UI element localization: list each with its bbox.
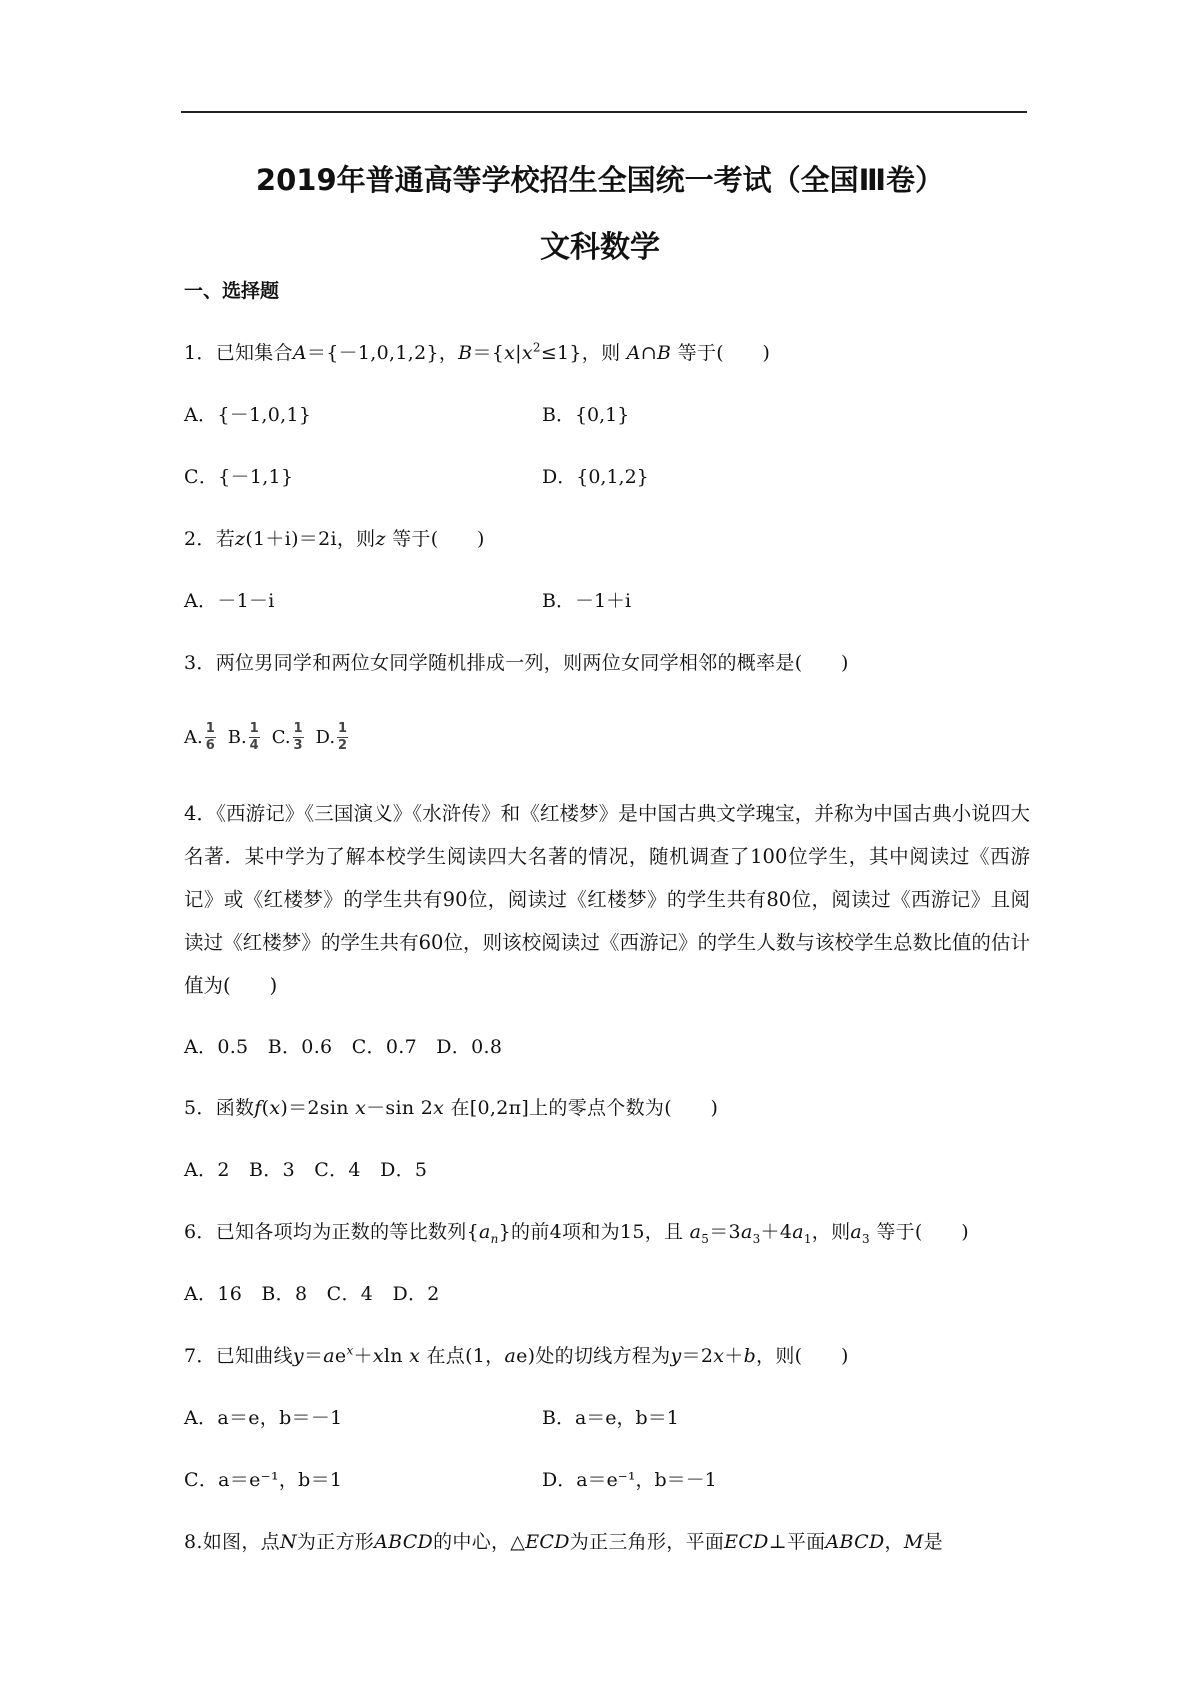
- question-5-stem: 5．函数f(x)＝2sin x－sin 2x 在[0,2π]上的零点个数为( ): [184, 1097, 719, 1119]
- question-7-option-a: A．a＝e，b＝－1: [184, 1407, 343, 1429]
- exam-title: 2019年普通高等学校招生全国统一考试（全国Ⅲ卷）: [255, 163, 945, 197]
- question-3-option-c: C. $\frac{1}{3}$: [271, 721, 303, 753]
- question-1-stem: 1．已知集合A＝{－1,0,1,2}，$B=\{x|x^2\le 1\}$，则 A∩B 等于( ): [184, 340, 771, 364]
- question-2-option-a: A．－1－i: [184, 590, 275, 612]
- question-7-option-b: B．a＝e，b＝1: [542, 1407, 679, 1429]
- question-7-option-d: D．a＝e⁻¹，b＝－1: [542, 1469, 717, 1491]
- question-3-stem: 3．两位男同学和两位女同学随机排成一列，则两位女同学相邻的概率是( ): [184, 652, 849, 674]
- section-heading: 一、选择题: [184, 280, 280, 302]
- question-6-options: A．16 B．8 C．4 D．2: [184, 1283, 440, 1305]
- fraction: $\frac{1}{3}$: [293, 721, 303, 753]
- question-1-option-d: D．{0,1,2}: [542, 466, 649, 488]
- question-2-option-b: B．－1＋i: [542, 590, 632, 612]
- header-rule: [181, 111, 1027, 113]
- exam-subtitle: 文科数学: [540, 230, 660, 265]
- question-5-options: A．2 B．3 C．4 D．5: [184, 1159, 428, 1181]
- question-1-option-b: B．{0,1}: [542, 404, 630, 426]
- fraction: $\frac{1}{4}$: [249, 721, 259, 753]
- question-7-option-c: C．a＝e⁻¹，b＝1: [184, 1469, 343, 1491]
- question-7-stem: 7．已知曲线$y=ae^x+xln$ x 在点(1，ae)处的切线方程为y＝2x＋b，则( ): [184, 1343, 849, 1367]
- fraction: $\frac{1}{6}$: [205, 721, 215, 753]
- question-4-options: A．0.5 B．0.6 C．0.7 D．0.8: [184, 1036, 503, 1058]
- question-8-stem: 8.如图，点N为正方形ABCD的中心，△ECD为正三角形，平面ECD⊥平面ABCD，M是: [184, 1531, 943, 1553]
- question-3-option-b: B. $\frac{1}{4}$: [227, 721, 259, 753]
- question-6-stem: 6．已知各项均为正数的等比数列$\{a_n\}$的前4项和为15，且 $a_5=3a_3+4a_1$，则$a_3$ 等于( ): [184, 1221, 969, 1246]
- question-4-stem: 4．《西游记》《三国演义》《水浒传》和《红楼梦》是中国古典文学瑰宝，并称为中国古典小说四大名著．某中学为了解本校学生阅读四大名著的情况，随机调查了100位学生，其中阅读过《西游记》或《红楼梦》的学生共有90位，阅读过《红楼梦》的学生共有80位，阅读过《西游记》且阅读过《红楼梦》的学生共有60位，则该校阅读过《西游记》的学生人数与该校学生总数比值的估计值为( ): [184, 802, 1030, 997]
- fraction: $\frac{1}{2}$: [338, 721, 348, 753]
- question-3-option-a: A. $\frac{1}{6}$: [184, 721, 215, 753]
- question-3-option-d: D. $\frac{1}{2}$: [315, 721, 348, 753]
- question-1-option-a: A．{－1,0,1}: [184, 404, 312, 426]
- question-1-option-c: C．{－1,1}: [184, 466, 294, 488]
- question-2-stem: 2．若z(1＋i)＝2i，则z 等于( ): [184, 528, 485, 550]
- question-3-options: [184, 722, 360, 753]
